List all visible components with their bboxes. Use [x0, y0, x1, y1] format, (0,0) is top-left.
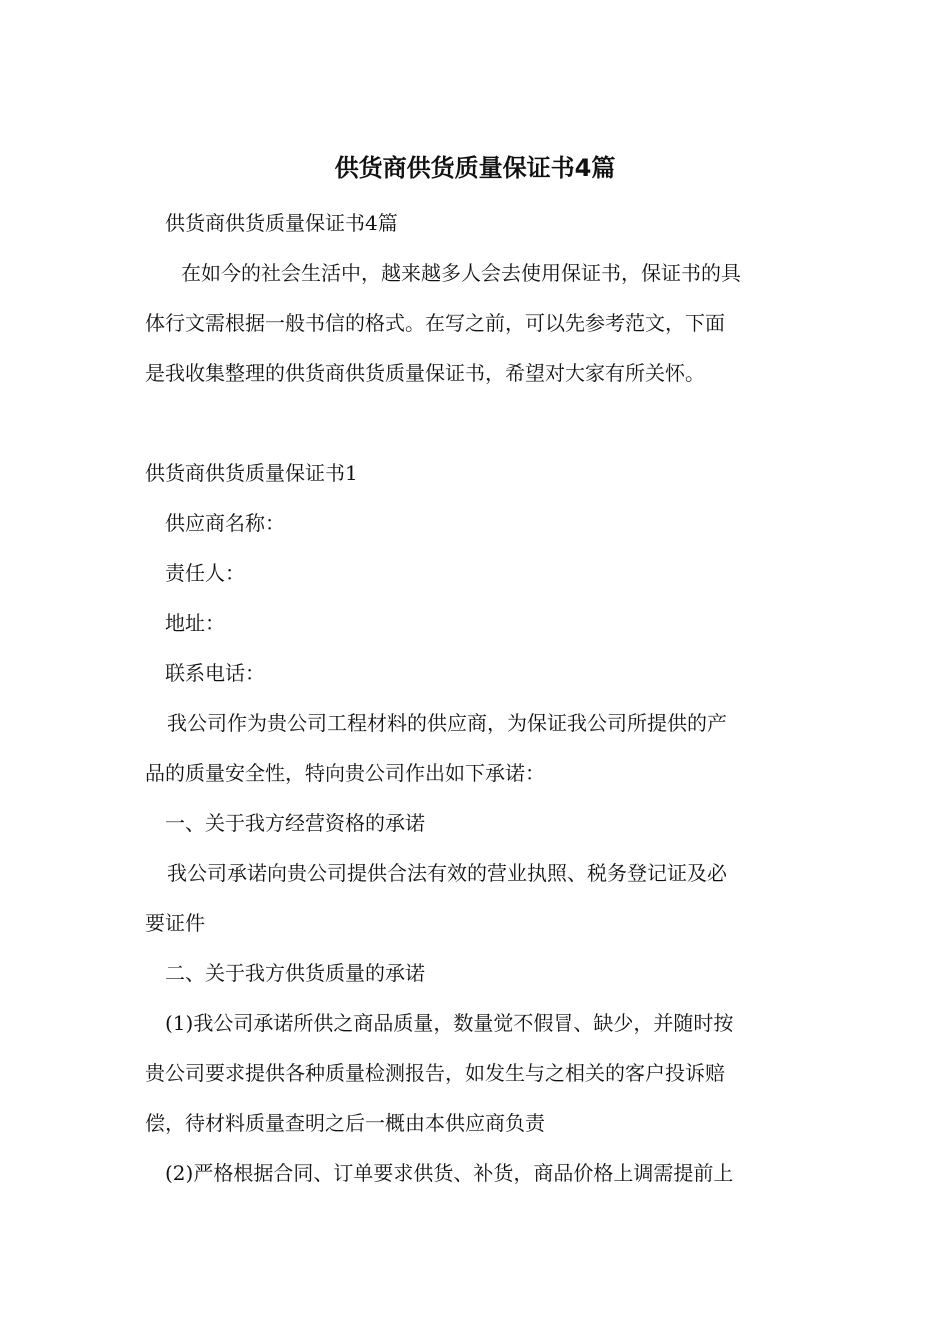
paragraph-line: 品的质量安全性，特向贵公司作出如下承诺： — [145, 761, 545, 785]
item-heading-quality: 二、关于我方供货质量的承诺 — [165, 961, 425, 985]
field-phone: 联系电话： — [165, 661, 265, 685]
paragraph-line: 我公司作为贵公司工程材料的供应商，为保证我公司所提供的产 — [167, 711, 727, 735]
section-heading: 供货商供货质量保证书1 — [145, 461, 358, 485]
document-subtitle: 供货商供货质量保证书4篇 — [165, 211, 398, 235]
point-line: 偿，待材料质量查明之后一概由本供应商负责 — [145, 1111, 545, 1135]
paragraph-line: 要证件 — [145, 911, 205, 935]
point-line: (1)我公司承诺所供之商品质量，数量觉不假冒、缺少，并随时按 — [165, 1011, 734, 1035]
field-supplier-name: 供应商名称： — [165, 511, 285, 535]
intro-line-2: 体行文需根据一般书信的格式。在写之前，可以先参考范文，下面 — [145, 311, 725, 335]
field-responsible-person: 责任人： — [165, 561, 245, 585]
intro-line-1: 在如今的社会生活中，越来越多人会去使用保证书，保证书的具 — [181, 261, 741, 285]
intro-line-3: 是我收集整理的供货商供货质量保证书，希望对大家有所关怀。 — [145, 361, 705, 385]
item-heading-qualification: 一、关于我方经营资格的承诺 — [165, 811, 425, 835]
document-title: 供货商供货质量保证书4篇 — [334, 154, 616, 182]
point-line: 贵公司要求提供各种质量检测报告，如发生与之相关的客户投诉赔 — [145, 1061, 725, 1085]
paragraph-line: 我公司承诺向贵公司提供合法有效的营业执照、税务登记证及必 — [167, 861, 727, 885]
field-address: 地址： — [165, 611, 225, 635]
point-line: (2)严格根据合同、订单要求供货、补货，商品价格上调需提前上 — [165, 1161, 734, 1185]
